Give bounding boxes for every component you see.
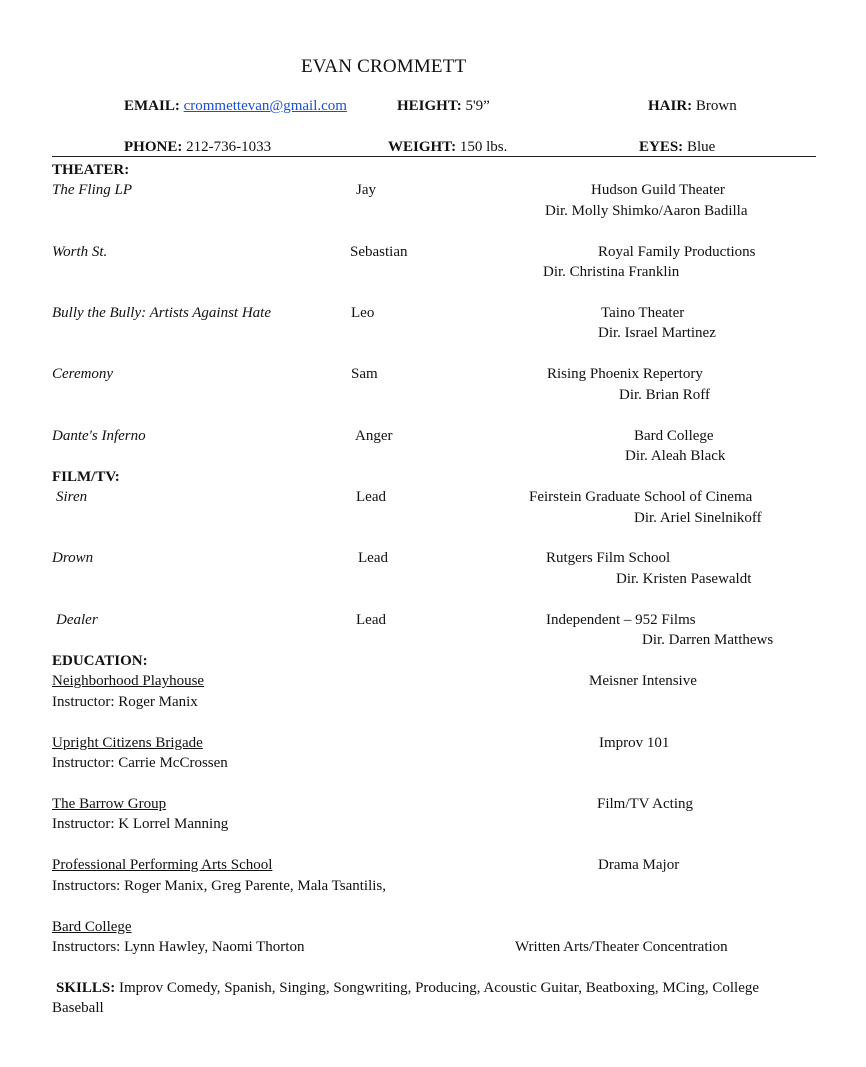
- credit-title: Dante's Inferno: [52, 428, 146, 444]
- school-name: Professional Performing Arts School: [52, 857, 273, 873]
- weight-label: WEIGHT:: [388, 139, 457, 155]
- credit-venue: Hudson Guild Theater: [591, 182, 725, 198]
- credit-role: Anger: [355, 428, 393, 444]
- credit-title: Bully the Bully: Artists Against Hate: [52, 305, 272, 321]
- hair-label: HAIR:: [648, 98, 693, 114]
- credit-role: Lead: [356, 489, 386, 505]
- instructor-line: Instructor: Carrie McCrossen: [52, 755, 228, 771]
- school-name: Bard College: [52, 919, 132, 935]
- credit-title: The Fling LP: [52, 182, 133, 198]
- credit-role: Lead: [356, 612, 386, 628]
- credit-director: Dir. Aleah Black: [625, 448, 726, 464]
- phone-line: [124, 137, 271, 157]
- skills-line: [56, 978, 759, 998]
- theater-heading: THEATER:: [52, 162, 130, 178]
- credit-role: Lead: [358, 550, 388, 566]
- weight-line: [388, 137, 507, 157]
- program-name: Written Arts/Theater Concentration: [515, 939, 728, 955]
- phone-value: 212-736-1033: [186, 139, 272, 155]
- hair-value: Brown: [695, 98, 737, 114]
- school-name: Upright Citizens Brigade: [52, 735, 203, 751]
- credit-director: Dir. Brian Roff: [619, 387, 710, 403]
- credit-director: Dir. Christina Franklin: [543, 264, 680, 280]
- credit-title: Worth St.: [52, 244, 108, 260]
- program-name: Meisner Intensive: [589, 673, 697, 689]
- credit-venue: Bard College: [634, 428, 714, 444]
- weight-value: 150 lbs.: [459, 139, 508, 155]
- credit-role: Sebastian: [350, 244, 408, 260]
- school-name: Neighborhood Playhouse: [52, 673, 205, 689]
- instructor-line: Instructor: K Lorrel Manning: [52, 816, 229, 832]
- eyes-line: [639, 137, 715, 157]
- credit-director: Dir. Kristen Pasewaldt: [616, 571, 752, 587]
- credit-venue: Independent – 952 Films: [546, 612, 696, 628]
- school-name: The Barrow Group: [52, 796, 167, 812]
- credit-venue: Royal Family Productions: [598, 244, 756, 260]
- program-name: Improv 101: [599, 735, 670, 751]
- skills-label: SKILLS:: [56, 980, 116, 996]
- eyes-value: Blue: [686, 139, 716, 155]
- phone-label: PHONE:: [124, 139, 183, 155]
- credit-title: Siren: [56, 489, 88, 505]
- actor-name: EVAN CROMMETT: [301, 56, 467, 77]
- credit-director: Dir. Israel Martinez: [598, 325, 716, 341]
- credit-role: Sam: [351, 366, 378, 382]
- skills-list: Improv Comedy, Spanish, Singing, Songwriting, Producing, Acoustic Guitar, Beatboxing, MCing, College: [118, 980, 760, 996]
- credit-venue: Feirstein Graduate School of Cinema: [529, 489, 753, 505]
- program-name: Film/TV Acting: [597, 796, 693, 812]
- instructor-line: Instructors: Lynn Hawley, Naomi Thorton: [52, 939, 305, 955]
- credit-title: Drown: [52, 550, 94, 566]
- height-label: HEIGHT:: [397, 98, 462, 114]
- height-value: 5'9”: [465, 98, 490, 114]
- email-link[interactable]: crommettevan@gmail.com: [183, 98, 347, 114]
- eyes-label: EYES:: [639, 139, 684, 155]
- education-heading: EDUCATION:: [52, 653, 148, 669]
- instructor-line: Instructor: Roger Manix: [52, 694, 198, 710]
- credit-venue: Taino Theater: [601, 305, 685, 321]
- credit-title: Dealer: [56, 612, 98, 628]
- credit-role: Leo: [351, 305, 375, 321]
- email-label: EMAIL:: [124, 98, 180, 114]
- credit-director: Dir. Darren Matthews: [642, 632, 774, 648]
- header-divider: [52, 156, 816, 157]
- instructor-line: Instructors: Roger Manix, Greg Parente, Mala Tsantilis,: [52, 878, 387, 894]
- hair-line: [648, 96, 737, 116]
- credit-role: Jay: [356, 182, 376, 198]
- credit-venue: Rutgers Film School: [546, 550, 671, 566]
- credit-title: Ceremony: [52, 366, 114, 382]
- program-name: Drama Major: [598, 857, 680, 873]
- credit-director: Dir. Molly Shimko/Aaron Badilla: [545, 203, 748, 219]
- film-heading: FILM/TV:: [52, 469, 120, 485]
- credit-director: Dir. Ariel Sinelnikoff: [634, 510, 762, 526]
- credit-venue: Rising Phoenix Repertory: [547, 366, 703, 382]
- email-line: [124, 96, 347, 116]
- skills-list-continued: Baseball: [52, 1000, 104, 1016]
- height-line: [397, 96, 490, 116]
